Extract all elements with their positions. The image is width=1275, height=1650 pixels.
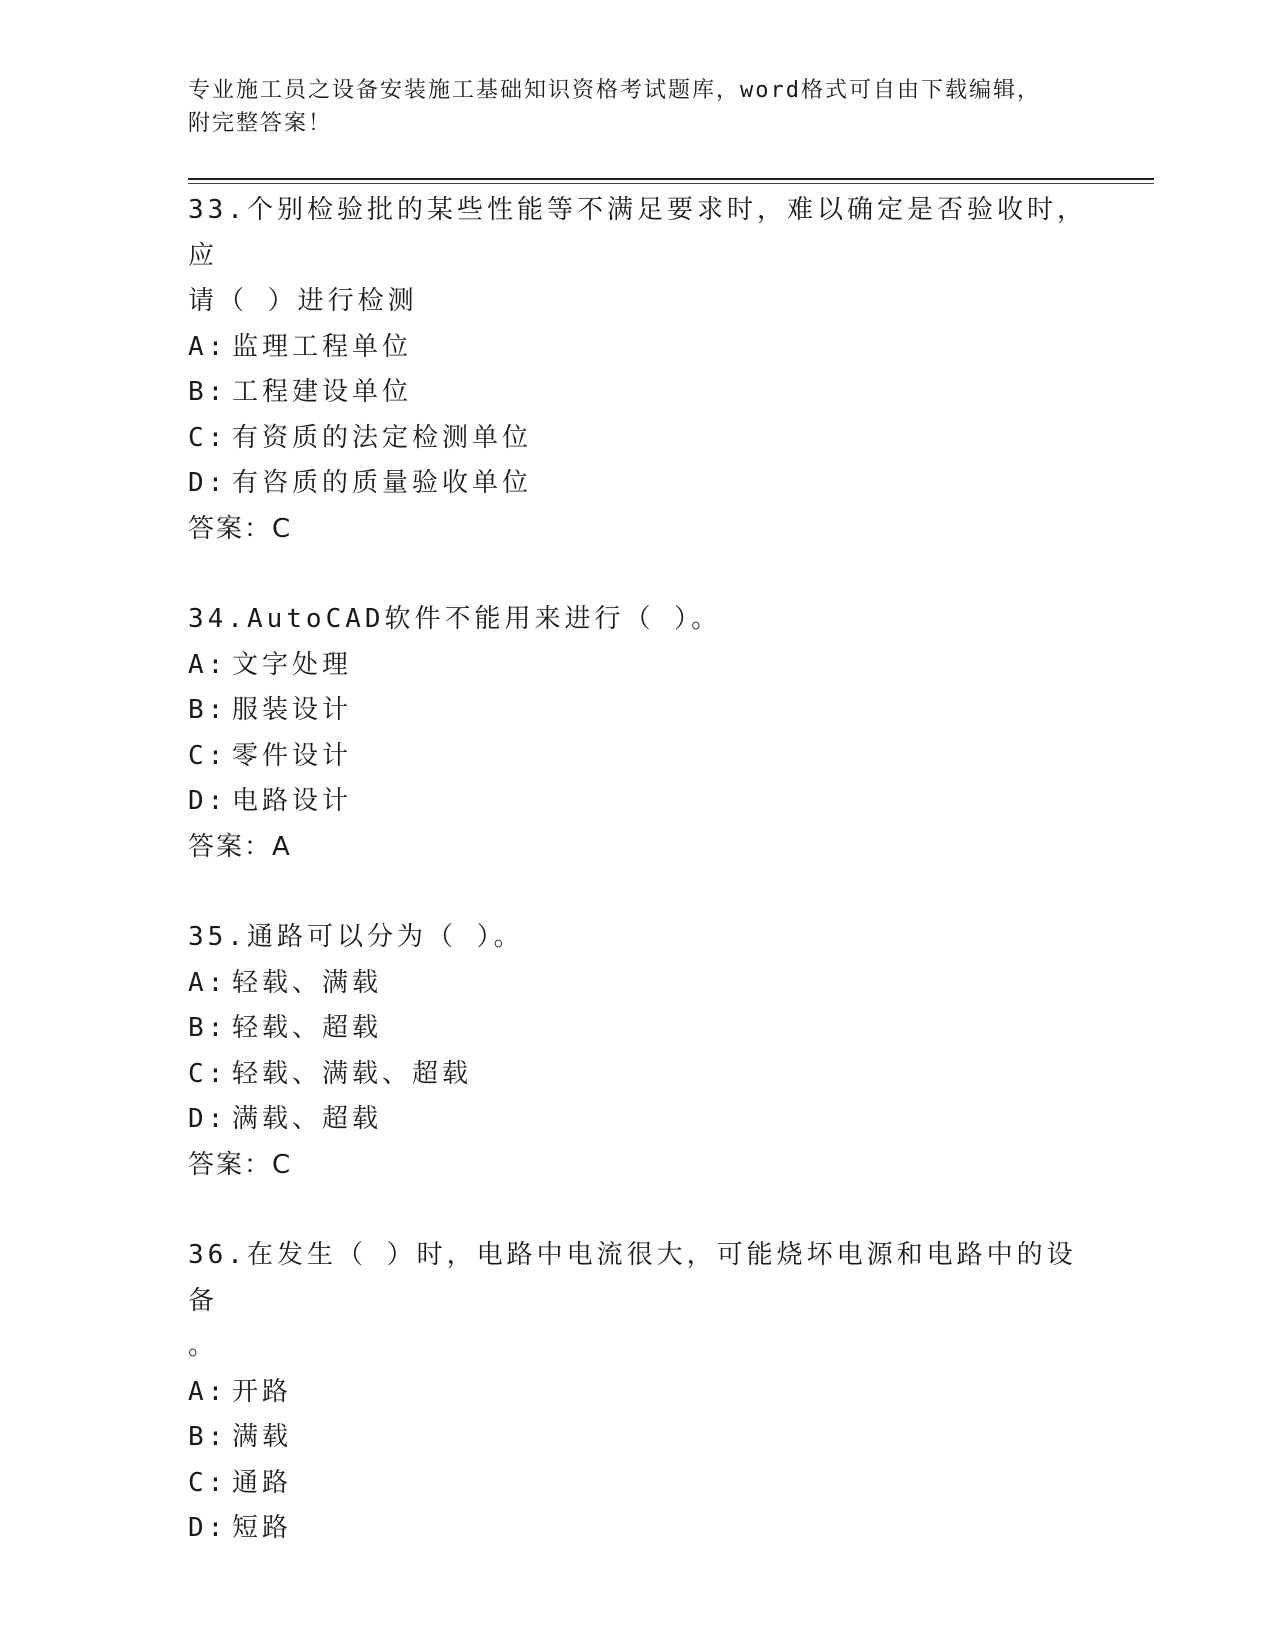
option-b [188, 688, 1088, 734]
option-letter: A: [188, 331, 228, 362]
option-d [188, 461, 1088, 507]
option-letter: B: [188, 1013, 228, 1043]
option-text: 零件设计 [232, 740, 353, 771]
header-line-2: 附完整答案！ [188, 111, 333, 136]
question-stem-line-1: 35.通路可以分为（ ）。 [188, 922, 524, 952]
option-letter: C: [188, 740, 228, 771]
option-d [188, 1097, 1088, 1143]
option-text: 满载 [232, 1422, 293, 1452]
question-35 [188, 915, 1088, 1188]
option-letter: D: [188, 1104, 228, 1134]
option-text: 监理工程单位 [232, 331, 413, 362]
option-a [188, 1370, 1088, 1416]
option-letter: D: [188, 468, 228, 498]
header-line-1: 专业施工员之设备安装施工基础知识资格考试题库，word格式可自由下载编辑， [188, 78, 1041, 103]
option-d [188, 779, 1088, 825]
option-letter: C: [188, 422, 228, 453]
option-text: 通路 [232, 1467, 293, 1498]
option-letter: B: [188, 377, 228, 407]
option-letter: A: [188, 649, 228, 680]
option-text: 轻载、超载 [232, 1013, 383, 1043]
question-stem-line-1: 36.在发生（ ）时，电路中电流很大，可能烧坏电源和电路中的设备 [188, 1240, 1077, 1316]
question-36 [188, 1233, 1088, 1552]
option-c [188, 416, 1088, 462]
option-text: 电路设计 [232, 786, 353, 816]
option-text: 短路 [232, 1513, 293, 1543]
question-stem-line-2: 请（ ）进行检测 [188, 286, 418, 316]
option-letter: C: [188, 1467, 228, 1498]
option-text: 轻载、满载 [232, 967, 383, 998]
option-text: 开路 [232, 1376, 293, 1407]
question-33 [188, 188, 1088, 552]
option-d [188, 1506, 1088, 1552]
option-text: 轻载、满载、超载 [232, 1058, 473, 1089]
option-text: 有咨质的质量验收单位 [232, 468, 533, 498]
option-c [188, 1052, 1088, 1098]
option-letter: D: [188, 786, 228, 816]
answer-line: 答案：C [188, 513, 293, 544]
question-stem-line-2: 。 [188, 1331, 219, 1361]
option-text: 服装设计 [232, 695, 353, 725]
option-letter: B: [188, 1422, 228, 1452]
header-divider-thin [188, 183, 1154, 184]
option-b [188, 1006, 1088, 1052]
option-b [188, 1415, 1088, 1461]
option-letter: A: [188, 1376, 228, 1407]
question-list [188, 188, 1088, 1597]
answer-line: 答案：A [188, 831, 292, 862]
option-text: 工程建设单位 [232, 377, 413, 407]
option-c [188, 1461, 1088, 1507]
option-letter: C: [188, 1058, 228, 1089]
option-letter: A: [188, 967, 228, 998]
option-b [188, 370, 1088, 416]
question-34 [188, 597, 1088, 870]
option-a [188, 643, 1088, 689]
question-stem-line-1: 33.个别检验批的某些性能等不满足要求时，难以确定是否验收时，应 [188, 195, 1087, 271]
question-stem-line-1: 34.AutoCAD软件不能用来进行（ ）。 [188, 604, 722, 634]
option-a [188, 961, 1088, 1007]
header-divider-thick [188, 178, 1154, 180]
document-header [188, 74, 1068, 140]
option-c [188, 734, 1088, 780]
option-a [188, 325, 1088, 371]
option-text: 满载、超载 [232, 1104, 383, 1134]
option-text: 文字处理 [232, 649, 353, 680]
option-letter: D: [188, 1513, 228, 1543]
option-letter: B: [188, 695, 228, 725]
answer-line: 答案：C [188, 1149, 293, 1180]
option-text: 有资质的法定检测单位 [232, 422, 533, 453]
